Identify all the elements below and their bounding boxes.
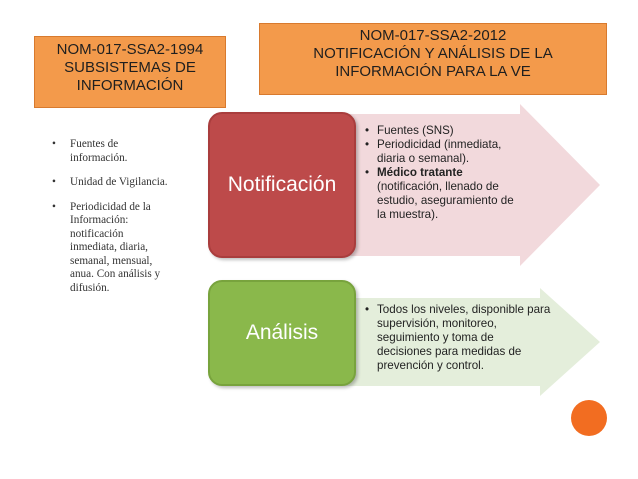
left-list-item	[52, 201, 192, 296]
bullet-text: seguimiento y toma de	[377, 331, 494, 344]
left-list-text: Periodicidad de la	[70, 200, 151, 213]
title-box-1994	[34, 36, 226, 108]
analisis-bullet-cont	[365, 331, 550, 345]
bullet-icon: •	[365, 303, 370, 316]
left-list-text: difusión.	[70, 281, 110, 294]
left-list-text: notificación	[70, 227, 124, 240]
bullet-icon: •	[365, 166, 370, 179]
analisis-bullets	[365, 303, 550, 373]
left-list-text: Fuentes de	[70, 138, 119, 150]
notificacion-bullet	[365, 166, 514, 180]
bullet-text: estudio, aseguramiento de	[377, 194, 514, 207]
left-list-text: inmediata, diaria,	[70, 241, 148, 253]
bullet-text: Médico tratante	[377, 166, 463, 179]
bullet-text: decisiones para medidas de	[377, 345, 522, 358]
title-1994-line-3: INFORMACIÓN	[76, 77, 184, 94]
left-list-text: semanal, mensual,	[70, 254, 153, 267]
bullet-text: diaria o semanal).	[377, 152, 470, 165]
title-2012-line-1: NOM-017-SSA2-2012	[359, 27, 507, 44]
bullet-text: prevención y control.	[377, 359, 484, 372]
notificacion-bullets	[365, 124, 514, 222]
title-1994-line-2: SUBSISTEMAS DE	[64, 59, 196, 76]
bullet-text: Periodicidad (inmediata,	[377, 138, 502, 151]
bullet-icon: •	[365, 124, 370, 137]
bullet-icon: •	[52, 138, 56, 150]
title-2012-line-3: INFORMACIÓN PARA LA VE	[335, 63, 531, 80]
left-list-text: anua. Con análisis y	[70, 268, 161, 280]
title-box-2012	[259, 23, 607, 95]
left-list-item	[52, 138, 192, 165]
notificacion-box: Notificación	[208, 112, 356, 258]
notificacion-bullet-cont	[365, 208, 514, 222]
notificacion-bullet	[365, 124, 514, 138]
bullet-text: supervisión, monitoreo,	[377, 317, 497, 330]
title-1994-line-1: NOM-017-SSA2-1994	[56, 41, 204, 58]
analisis-box: Análisis	[208, 280, 356, 386]
bullet-text: Fuentes (SNS)	[377, 124, 454, 137]
left-list-text: Información:	[70, 214, 129, 226]
left-list-item	[52, 176, 192, 190]
title-2012-line-2: NOTIFICACIÓN Y ANÁLISIS DE LA	[313, 45, 553, 62]
bullet-text: Todos los niveles, disponible para	[377, 303, 551, 316]
notificacion-bullet-cont	[365, 194, 514, 208]
notificacion-bullet-cont	[365, 180, 514, 194]
notificacion-bullet-cont	[365, 152, 514, 166]
analisis-bullet-cont	[365, 359, 550, 373]
analisis-bullet	[365, 303, 550, 317]
analisis-bullet-cont	[365, 345, 550, 359]
analisis-bullet-cont	[365, 317, 550, 331]
bullet-icon: •	[52, 200, 56, 213]
bullet-text: la muestra).	[377, 208, 439, 221]
left-list-text: Unidad de Vigilancia.	[70, 176, 168, 188]
left-list-text: información.	[70, 151, 128, 164]
bullet-icon: •	[365, 138, 370, 151]
bullet-icon: •	[52, 176, 56, 188]
bullet-text: (notificación, llenado de	[377, 180, 499, 193]
decorative-circle	[571, 400, 607, 436]
left-bullet-list	[52, 138, 192, 306]
notificacion-bullet	[365, 138, 514, 152]
